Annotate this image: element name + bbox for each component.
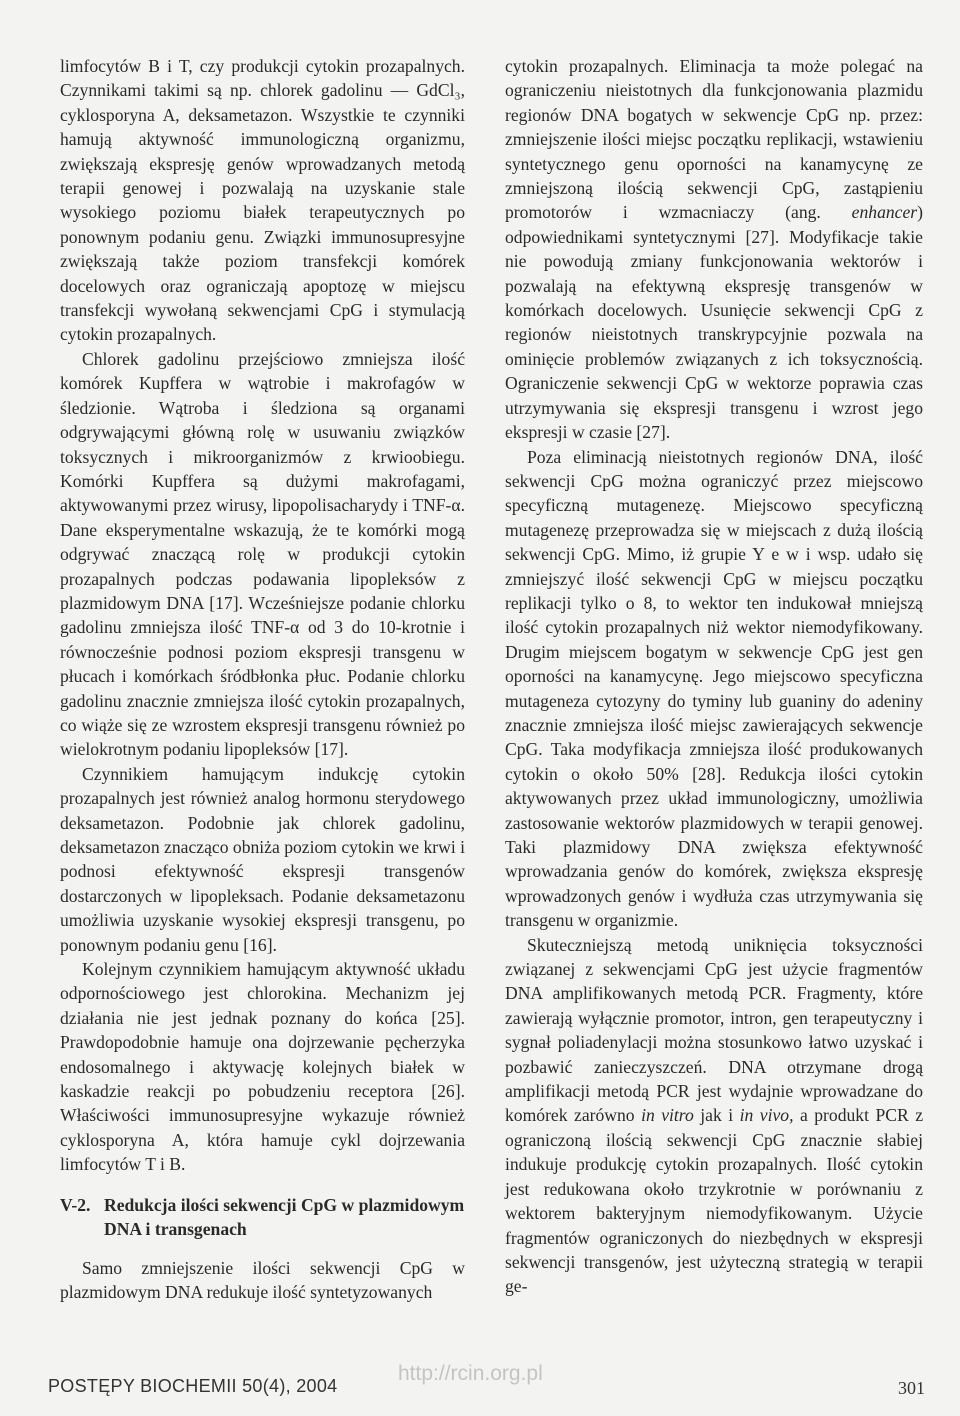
watermark-url: http://rcin.org.pl	[398, 1362, 543, 1385]
paragraph	[505, 54, 923, 445]
italic-term: in vivo,	[739, 1105, 794, 1126]
paragraph: limfocytów B i T, czy produkcji cytokin prozapalnych. Czynnikami takimi są np. chlorek gadolinu — GdCl₃, cyklosporyna A, deksametazon. Wszystkie te czynniki hamują aktywność immunologiczną organizmu, zwiększają ekspresję genów wprowadzanych metodą terapii genowej i pozwalają na uzyskanie stale wysokiego poziomu białek terapeutycznych po ponownym podaniu genu. Związki immunosupresyjne zwiększają także poziom transfekcji komórek docelowych oraz ograniczają apoptozę w miejscu transfekcji wywołaną sekwencjami CpG i stymulacją cytokin prozapalnych.	[60, 56, 465, 345]
paragraph-text: a produkt PCR z ograniczoną ilością sekwencji CpG znacznie słabiej indukuje produkcję cytokin prozapalnych. Ilość cytokin jest redukowana około trzykrotnie w porównaniu z wektorem bakteryjnym niemodyfikowanym. Użycie fragmentów ograniczonych do niezbędnych w ekspresji sekwencji transgenów, jest użyteczną strategią w terapii ge-	[505, 1105, 923, 1297]
paragraph: Kolejnym czynnikiem hamującym aktywność układu odpornościowego jest chlorokina. Mechanizm jej działania nie jest jednak poznany do końca [25]. Prawdopodobnie hamuje ona dojrzewanie pęcherzyka endosomalnego i aktywację kolejnych białek w kaskadzie reakcji po pobudzeniu receptora [26]. Właściwości immunosupresyjne wykazuje również cyklosporyna A, która hamuje cykl dojrzewania limfocytów T i B.	[60, 959, 465, 1175]
page-number: 301	[898, 1378, 925, 1398]
journal-footer: POSTĘPY BIOCHEMII 50(4), 2004	[48, 1376, 338, 1396]
paragraph-text: jak i	[693, 1105, 740, 1126]
paragraph: Samo zmniejszenie ilości sekwencji CpG w plazmidowym DNA redukuje ilość syntetyzowanych	[60, 1257, 465, 1302]
section-title: Redukcja ilości sekwencji CpG w plazmidowym DNA i transgenach	[104, 1194, 465, 1240]
paragraph: Czynnikiem hamującym indukcję cytokin prozapalnych jest również analog hormonu sterydowego deksametazon. Podobnie jak chlorek gadolinu, deksametazon znacząco obniża poziom cytokin we krwi i podnosi efektywność ekspresji transgenów dostarczonych w lipopleksach. Podanie deksametazonu umożliwia uzyskanie wysokiej ekspresji transgenu, po ponownym podaniu genu [16].	[60, 763, 465, 955]
paragraph: Poza eliminacją nieistotnych regionów DNA, ilość sekwencji CpG można ograniczyć przez miejscowo specyficzną mutagenezę. Miejscowo specyficzną mutagenezę przeprowadza się w miejscach z dużą ilością sekwencji CpG. Mimo, iż grupie Y e w i wsp. udało się zmniejszyć ilość sekwencji CpG w miejscu początku replikacji tylko o 8, to wektor ten indukował mniejszą ilość cytokin prozapalnych niż wektor niemodyfikowany. Drugim miejscem bogatym w sekwencje CpG jest gen oporności na kanamycynę. Jego miejscowo specyficzna mutageneza cytozyny do tyminy lub guaniny do adeniny znacznie zmniejsza ilość miejsc zawierających sekwencje CpG. Taka modyfikacja zmniejsza ilość produkowanych cytokin o około 50% [28]. Redukcja ilości cytokin aktywowanych przez układ immunologiczny, umożliwia zastosowanie wektorów plazmidowych w terapii genowej. Taki plazmidowy DNA zwiększa efektywność wprowadzania genów do komórek, zwiększa ekspresję wprowadzonych genów i wydłuża czas utrzymywania się transgenu w organizmie.	[505, 446, 923, 931]
paragraph-text: Skuteczniejszą metodą uniknięcia toksyczności związanej z sekwencjami CpG jest użycie fragmentów DNA amplifikowanych metodą PCR. Fragmenty, które zawierają wyłącznie promotor, intron, gen terapeutyczny i sygnał poliadenylacji można stosunkowo łatwo uzyskać i pozbawić zanieczyszczeń. DNA otrzymane drogą amplifikacji metodą PCR jest wydajnie wprowadzane do komórek zarówno	[505, 934, 923, 1126]
paragraph-text: ) odpowiednikami syntetycznymi [27]. Modyfikacje takie nie powodują zmiany funkcjonowania wektorów i pozwalają na efektywną ekspresję transgenów w komórkach docelowych. Usunięcie sekwencji CpG z regionów nieistotnych transkrypcyjnie pozwala na ominięcie problemów związanych z ich toksycznością. Ograniczenie sekwencji CpG w wektorze poprawia czas utrzymywania się ekspresji transgenu i wzrost jego ekspresji w czasie [27].	[505, 202, 923, 443]
section-number: V-2.	[60, 1194, 91, 1215]
paragraph	[505, 933, 923, 1299]
right-column	[505, 54, 923, 1299]
paragraph-text: cytokin prozapalnych. Eliminacja ta może polegać na ograniczeniu nieistotnych dla funkcjonowania plazmidu regionów DNA bogatych w sekwencje CpG np. przez: zmniejszenie ilości miejsc początku replikacji, wstawieniu syntetycznego genu oporności na kanamycynę ze zmniejszoną ilością sekwencji CpG, zastąpieniu promotorów i wzmacniaczy (ang.	[505, 56, 923, 223]
section-heading	[60, 1193, 465, 1242]
italic-term: enhancer	[851, 202, 918, 223]
paragraph: Chlorek gadolinu przejściowo zmniejsza ilość komórek Kupffera w wątrobie i makrofagów w śledzionie. Wątroba i śledziona są organami odgrywającymi główną rolę w usuwaniu związków toksycznych i mikroorganizmów z krwioobiegu. Komórki Kupffera są dużymi makrofagami, aktywowanymi przez wirusy, lipopolisacharydy i TNF-α. Dane eksperymentalne wskazują, że te komórki mogą odgrywać znaczącą rolę w produkcji cytokin prozapalnych podczas podawania lipopleksów z plazmidowym DNA [17]. Wcześniejsze podanie chlorku gadolinu zmniejsza ilość TNF-α od 3 do 10-krotnie i równocześnie podnosi poziom ekspresji transgenu w płucach i komórkach śródbłonka płuc. Podanie chlorku gadolinu znacznie zmniejsza ilość cytokin prozapalnych, co wiąże się ze wzrostem ekspresji transgenu również po wielokrotnym podaniu lipopleksów [17].	[60, 348, 465, 760]
italic-term: in vitro	[641, 1105, 694, 1126]
left-column	[60, 54, 465, 1304]
